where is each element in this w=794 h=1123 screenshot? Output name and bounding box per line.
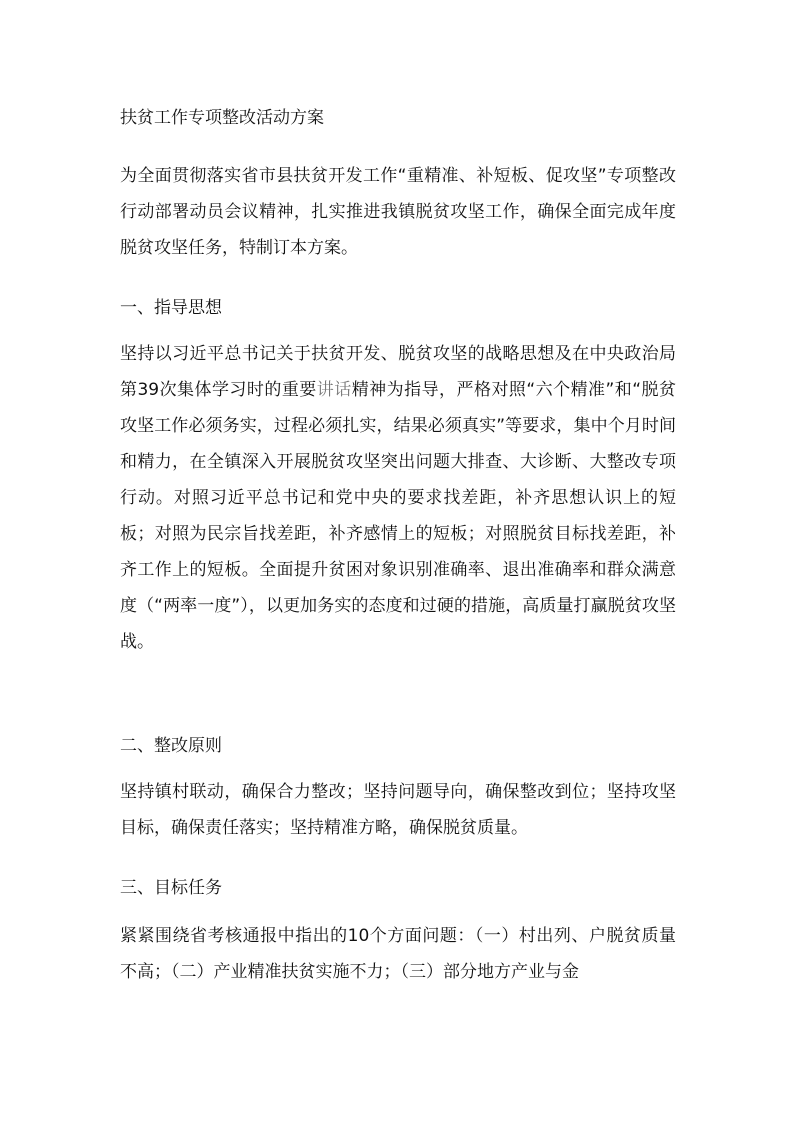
section2-heading: 二、整改原则 — [120, 736, 222, 756]
section1-paragraph — [120, 336, 676, 660]
section1-text-b: 精神为指导，严格对照“六个精准”和“脱贫攻坚工作必须务实，过程必须扎实，结果必须真实”等要求，集中个月时间和精力，在全镇深入开展脱贫攻坚突出问题大排查、大诊断、大整改专项行动。对照习近平总书记和党中央的要求找差距，补齐思想认识上的短板；对照为民宗旨找差距，补齐感情上的短板；对照脱贫目标找差距，补齐工作上的短板。全面提升贫困对象识别准确率、退出准确率和群众满意度（“两率一度”），以更加务实的态度和过硬的措施，高质量打赢脱贫攻坚战。 — [120, 380, 677, 652]
section1-text-a: 坚持以习近平总书记关于扶贫开发、脱贫攻坚的战略思想及在中央政治局第39次集体学习时的重要 — [120, 344, 676, 400]
section1-text-link: 讲话 — [316, 380, 352, 400]
section2-paragraph: 坚持镇村联动，确保合力整改；坚持问题导向，确保整改到位；坚持攻坚目标，确保责任落实；坚持精准方略，确保脱贫质量。 — [120, 782, 676, 838]
section3-paragraph: 紧紧围绕省考核通报中指出的10个方面问题：（一）村出列、户脱贫质量不高；（二）产业精准扶贫实施不力；（三）部分地方产业与金 — [120, 926, 676, 982]
section1-heading: 一、指导思想 — [120, 298, 222, 318]
intro-paragraph: 为全面贯彻落实省市县扶贫开发工作“重精准、补短板、促攻坚”专项整改行动部署动员会议精神，扎实推进我镇脱贫攻坚工作，确保全面完成年度脱贫攻坚任务，特制订本方案。 — [120, 166, 676, 258]
document-title: 扶贫工作专项整改活动方案 — [120, 108, 324, 128]
section3-heading: 三、目标任务 — [120, 878, 222, 898]
